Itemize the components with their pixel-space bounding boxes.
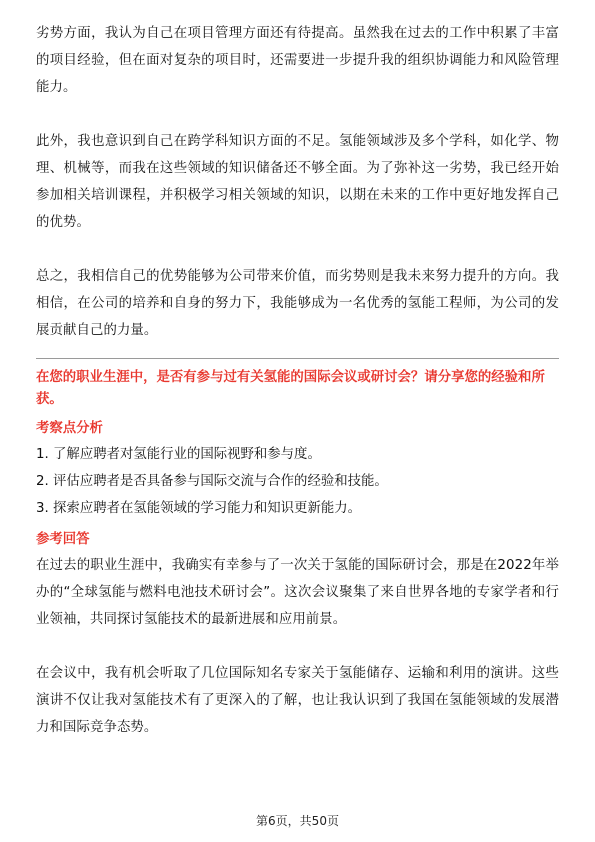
paragraph-spacer xyxy=(36,236,559,263)
interview-question: 在您的职业生涯中，是否有参与过有关氢能的国际会议或研讨会？请分享您的经验和所获。 xyxy=(36,370,545,407)
answer-heading: 参考回答 xyxy=(36,532,90,547)
page-content xyxy=(36,20,559,741)
summary-paragraph: 总之，我相信自己的优势能够为公司带来价值，而劣势则是我未来努力提升的方向。我相信，在公司的培养和自身的努力下，我能够成为一名优秀的氢能工程师，为公司的发展贡献自己的力量。 xyxy=(36,269,559,338)
interdisciplinary-paragraph: 此外，我也意识到自己在跨学科知识方面的不足。氢能领域涉及多个学科，如化学、物理、机械等，而我在这些领域的知识储备还不够全面。为了弥补这一劣势，我已经开始参加相关培训课程，并积极学习相关领域的知识，以期在未来的工作中更好地发挥自己的优势。 xyxy=(36,134,559,230)
section-divider xyxy=(36,358,559,359)
page-number-footer: 第6页，共50页 xyxy=(256,814,339,828)
paragraph-spacer xyxy=(36,633,559,660)
analysis-heading: 考察点分析 xyxy=(36,421,103,436)
analysis-point: 1. 了解应聘者对氢能行业的国际视野和参与度。 xyxy=(36,447,321,462)
analysis-point: 3. 探索应聘者在氢能领域的学习能力和知识更新能力。 xyxy=(36,501,362,516)
analysis-point: 2. 评估应聘者是否具备参与国际交流与合作的经验和技能。 xyxy=(36,474,388,489)
answer-paragraph: 在过去的职业生涯中，我确实有幸参与了一次关于氢能的国际研讨会，那是在2022年举办的“全球氢能与燃料电池技术研讨会”。这次会议聚集了来自世界各地的专家学者和行业领袖，共同探讨氢能技术的最新进展和应用前景。 xyxy=(36,558,559,627)
answer-paragraph: 在会议中，我有机会听取了几位国际知名专家关于氢能储存、运输和利用的演讲。这些演讲不仅让我对氢能技术有了更深入的了解，也让我认识到了我国在氢能领域的发展潜力和国际竞争态势。 xyxy=(36,666,559,735)
paragraph-spacer xyxy=(36,101,559,128)
weakness-paragraph: 劣势方面，我认为自己在项目管理方面还有待提高。虽然我在过去的工作中积累了丰富的项目经验，但在面对复杂的项目时，还需要进一步提升我的组织协调能力和风险管理能力。 xyxy=(36,26,559,95)
